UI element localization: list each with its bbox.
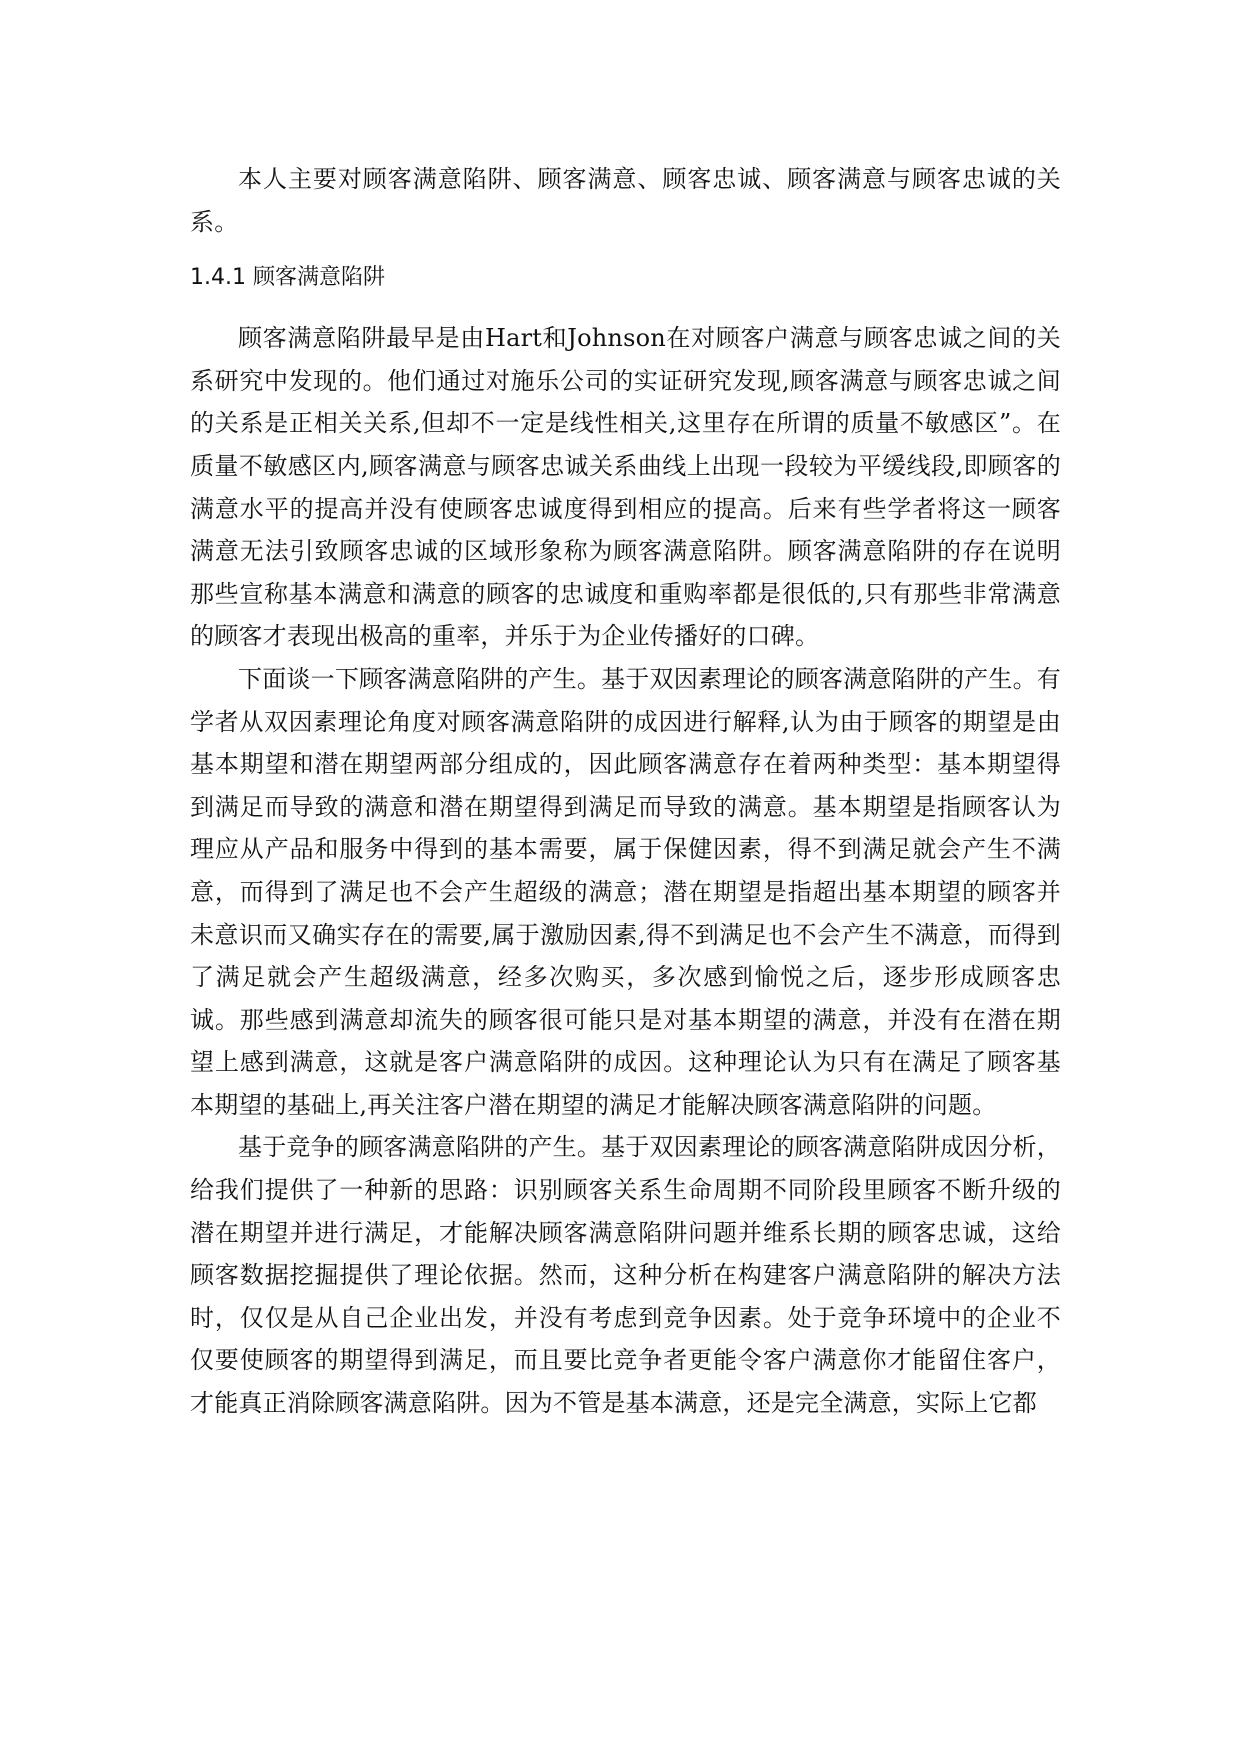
document-body [190, 158, 1061, 1425]
body-paragraph-competition: 基于竞争的顾客满意陷阱的产生。基于双因素理论的顾客满意陷阱成因分析，给我们提供了一种新的思路：识别顾客关系生命周期不同阶段里顾客不断升级的潜在期望并进行满足，才能解决顾客满意陷阱问题并维系长期的顾客忠诚，这给顾客数据挖掘提供了理论依据。然而，这种分析在构建客户满意陷阱的解决方法时，仅仅是从自己企业出发，并没有考虑到竞争因素。处于竞争环境中的企业不仅要使顾客的期望得到满足，而且要比竞争者更能令客户满意你才能留住客户，才能真正消除顾客满意陷阱。因为不管是基本满意，还是完全满意，实际上它都 [190, 1133, 1061, 1418]
section-heading: 1.4.1 顾客满意陷阱 [190, 265, 385, 291]
body-paragraph-definition: 顾客满意陷阱最早是由Hart和Johnson在对顾客户满意与顾客忠诚之间的关系研究中发现的。他们通过对施乐公司的实证研究发现,顾客满意与顾客忠诚之间的关系是正相关关系,但却不一定是线性相关,这里存在所谓的质量不敏感区”。在质量不敏感区内,顾客满意与顾客忠诚关系曲线上出现一段较为平缓线段,即顾客的满意水平的提高并没有使顾客忠诚度得到相应的提高。后来有些学者将这一顾客满意无法引致顾客忠诚的区域形象称为顾客满意陷阱。顾客满意陷阱的存在说明那些宣称基本满意和满意的顾客的忠诚度和重购率都是很低的,只有那些非常满意的顾客才表现出极高的重率，并乐于为企业传播好的口碑。 [190, 324, 1061, 651]
intro-paragraph: 本人主要对顾客满意陷阱、顾客满意、顾客忠诚、顾客满意与顾客忠诚的关系。 [190, 165, 1061, 236]
body-paragraph-two-factor: 下面谈一下顾客满意陷阱的产生。基于双因素理论的顾客满意陷阱的产生。有学者从双因素理论角度对顾客满意陷阱的成因进行解释,认为由于顾客的期望是由基本期望和潜在期望两部分组成的，因此顾客满意存在着两种类型：基本期望得到满足而导致的满意和潜在期望得到满足而导致的满意。基本期望是指顾客认为理应从产品和服务中得到的基本需要，属于保健因素，得不到满足就会产生不满意，而得到了满足也不会产生超级的满意；潜在期望是指超出基本期望的顾客并未意识而又确实存在的需要,属于激励因素,得不到满足也不会产生不满意，而得到了满足就会产生超级满意，经多次购买，多次感到愉悦之后，逐步形成顾客忠诚。那些感到满意却流失的顾客很可能只是对基本期望的满意，并没有在潜在期望上感到满意，这就是客户满意陷阱的成因。这种理论认为只有在满足了顾客基本期望的基础上,再关注客户潜在期望的满足才能解决顾客满意陷阱的问题。 [190, 664, 1061, 1119]
